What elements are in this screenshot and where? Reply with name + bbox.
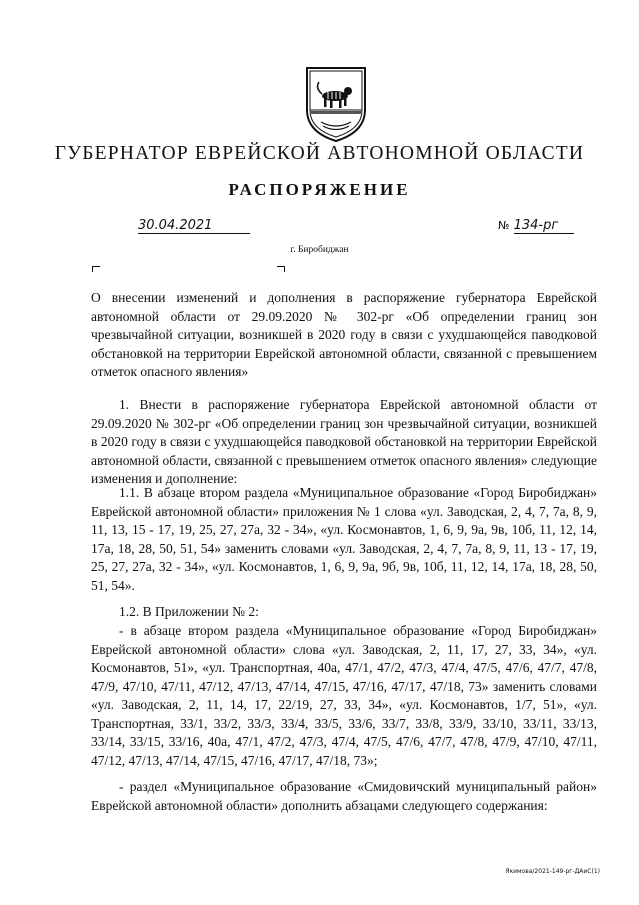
paragraph-1-2-item-b-text: - раздел «Муниципальное образование «Смидовичский муниципальный район» Еврейской автономной области» дополнить абзацами следующего содержания: (91, 779, 597, 813)
paragraph-1-text: 1. Внести в распоряжение губернатора Еврейской автономной области от 29.09.2020 № 302-рг «Об определении границ зон чрезвычайной ситуации, возникшей в 2020 году в связи с ухудшающейся паводковой обстановкой на территории Еврейской автономной области, связанной с превышением отметок опасного явления» следующие изменения и дополнение: (91, 397, 597, 486)
footer-reference: Якимова/2021-149-рг-ДАиС(1) (505, 868, 600, 875)
coat-of-arms-emblem (301, 64, 371, 144)
document-date: 30.04.2021 (138, 218, 250, 234)
document-number (498, 218, 588, 234)
document-type-title: РАСПОРЯЖЕНИЕ (228, 180, 411, 199)
paragraph-1-2 (91, 603, 597, 622)
document-subject: О внесении изменений и дополнения в распоряжение губернатора Еврейской автономной области от 29.09.2020 № 302-рг «Об определении границ зон чрезвычайной ситуации, возникшей в 2020 году в связи с ухудшающейся паводковой обстановкой на территории Еврейской автономной области, связанной с превышением отметок опасного явления» (91, 290, 597, 379)
number-sign: № (498, 219, 510, 232)
city-name: г. Биробиджан (290, 245, 349, 255)
paragraph-1-1 (91, 484, 597, 595)
paragraph-1-2-item-a-text: - в абзаце втором раздела «Муниципальное образование «Город Биробиджан» Еврейской автономной области» слова «ул. Заводская, 2, 11, 17, 27, 33, 34», «ул. Космонавтов, 51», «ул. Транспортная, 40а, 47/1, 47/2, 47/3, 47/4, 47/5, 47/6, 47/7, 47/8, 47/9, 47/10, 47/11, 47/12, 47/13, 47/14, 47/15, 47/16, 47/17, 47/18, 73» заменить словами «ул. Заводская, 2, 11, 14, 17, 22/19, 27, 33, 34», «ул. Космонавтов, 1/7, 51», «ул. Транспортная, 33/1, 33/2, 33/3, 33/4, 33/5, 33/6, 33/7, 33/8, 33/9, 33/10, 33/11, 33/13, 33/14, 33/15, 33/16, 40а, 47/1, 47/2, 47/3, 47/4, 47/5, 47/6, 47/7, 47/8, 47/9, 47/10, 47/11, 47/12, 47/13, 47/14, 47/15, 47/16, 47/17, 47/18, 73»; (91, 623, 597, 768)
paragraph-1-2-item-b (91, 778, 597, 815)
subject-corner-left (92, 266, 100, 272)
paragraph-1-2-text: 1.2. В Приложении № 2: (119, 604, 259, 619)
paragraph-1 (91, 396, 597, 489)
paragraph-1-1-text: 1.1. В абзаце втором раздела «Муниципальное образование «Город Биробиджан» Еврейской автономной области» приложения № 1 слова «ул. Заводская, 2, 4, 7, 7а, 8, 9, 11, 13, 15 - 17, 19, 25, 27, 27а, 32 - 34», «ул. Космонавтов, 1, 6, 9, 9а, 9в, 10б, 11, 12, 14, 17а, 18, 28, 50, 51, 54» заменить словами «ул. Заводская, 2, 4, 7, 7а, 8, 9, 11, 13 - 17, 19, 25, 27, 27а, 32 - 34», «ул. Космонавтов, 1, 6, 9, 9а, 9б, 9в, 10б, 11, 12, 14, 17а, 18, 28, 50, 51, 54». (91, 485, 597, 593)
paragraph-1-2-item-a (91, 622, 597, 770)
number-value: 134-рг (514, 218, 574, 234)
issuing-authority-title: ГУБЕРНАТОР ЕВРЕЙСКОЙ АВТОНОМНОЙ ОБЛАСТИ (54, 143, 585, 164)
subject-corner-right (277, 266, 285, 272)
